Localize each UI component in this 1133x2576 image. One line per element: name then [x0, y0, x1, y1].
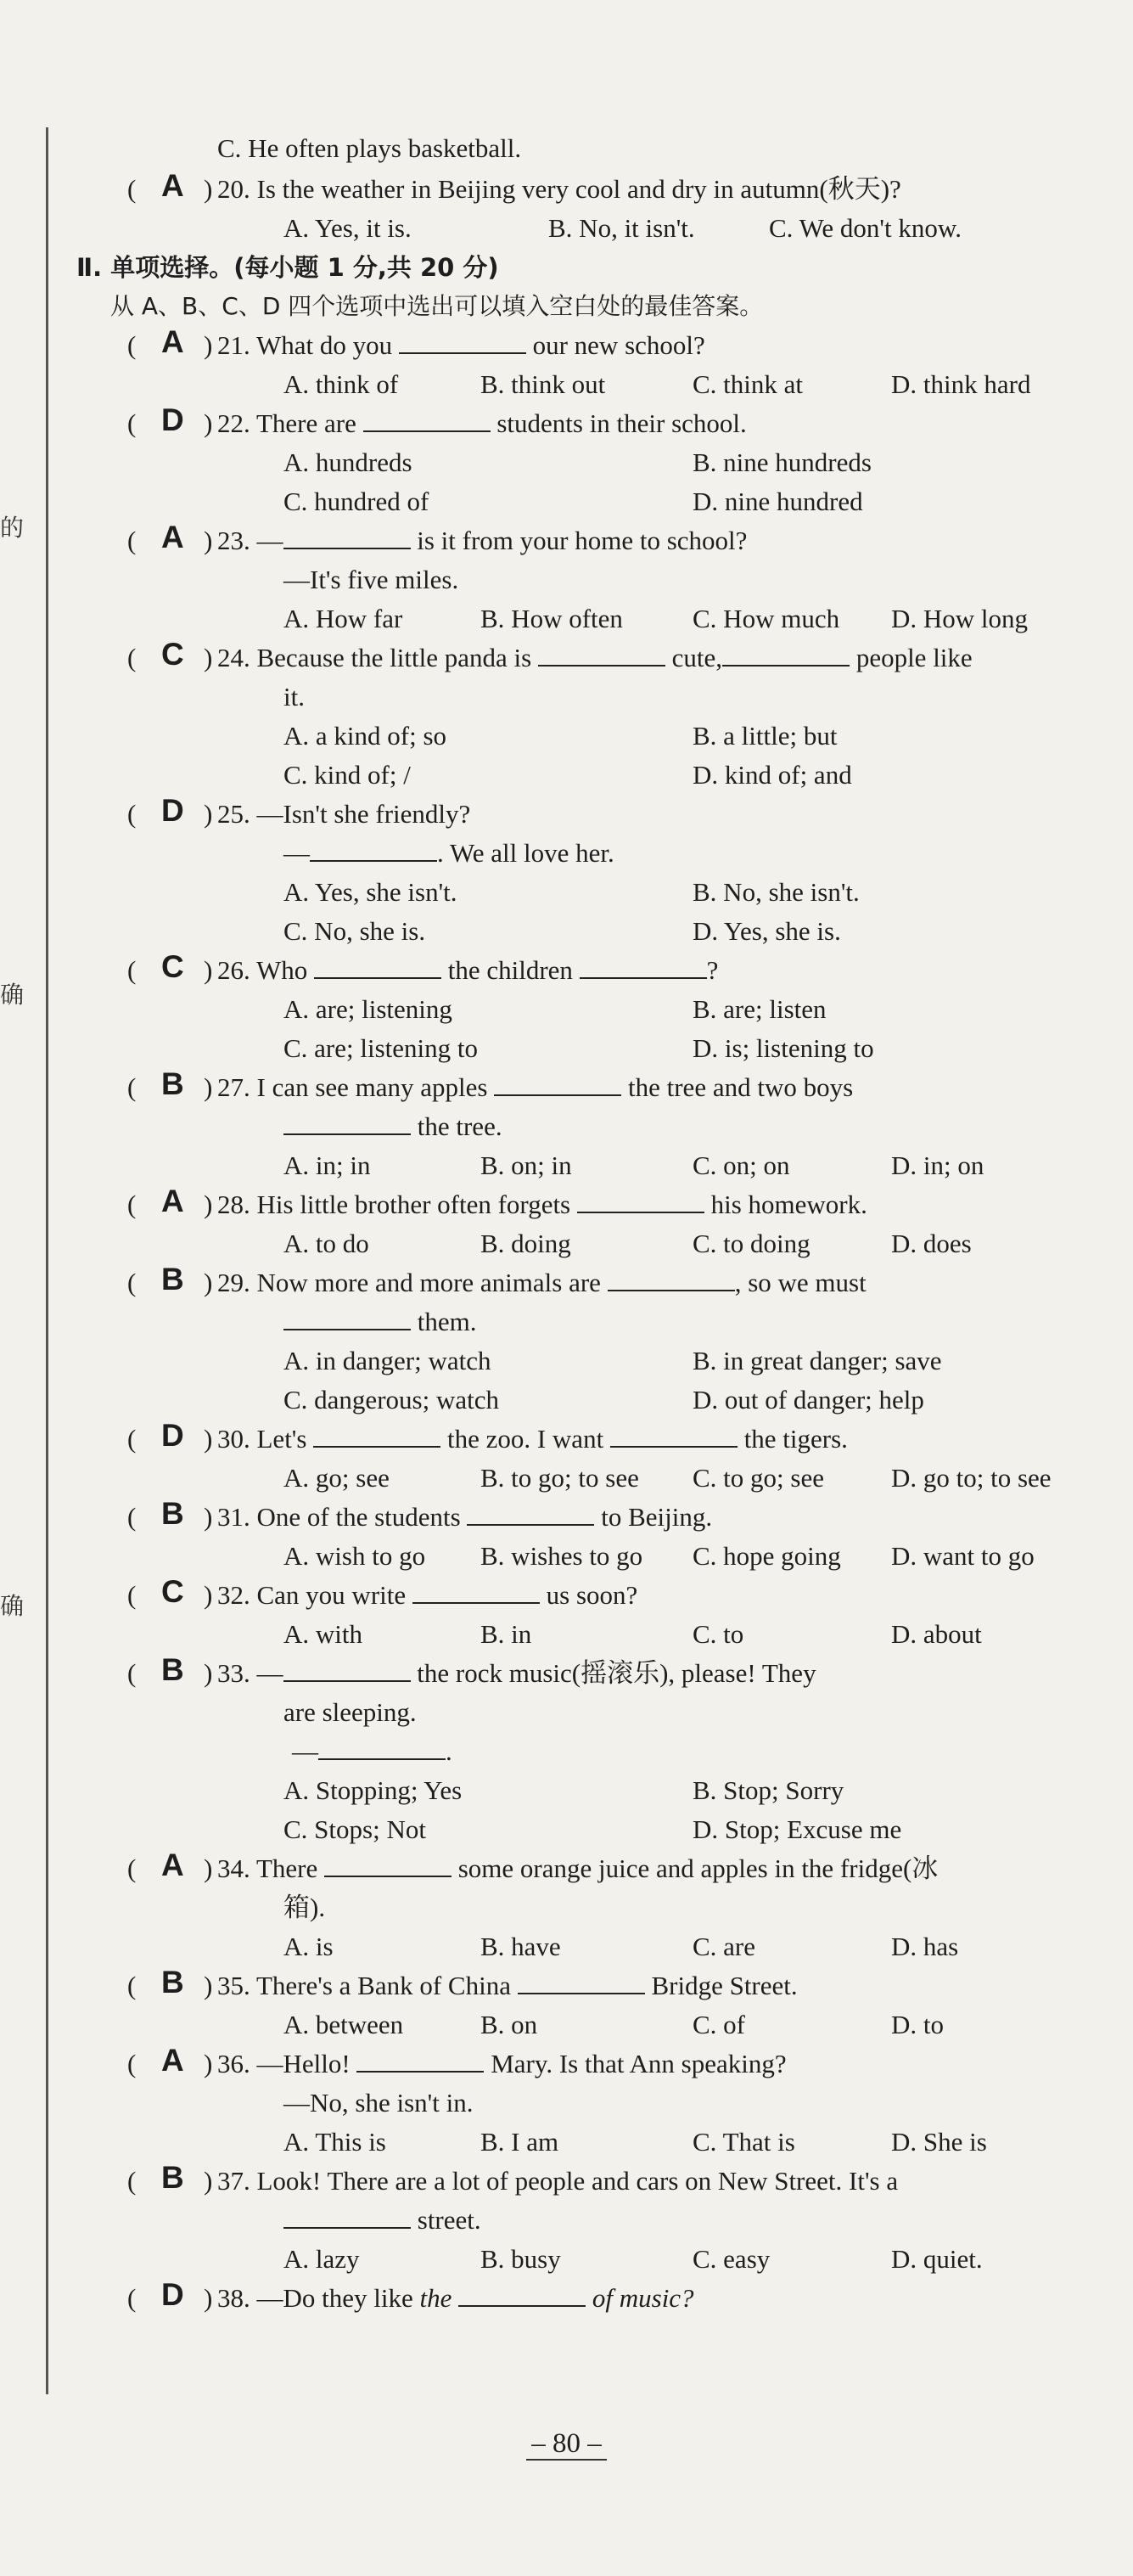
question-number: 38. [217, 2283, 250, 2313]
question-text: the zoo. I want [446, 1424, 604, 1454]
question-text: 箱). [283, 1893, 326, 1922]
question-text: Now more and more animals are [256, 1268, 601, 1297]
option-d: D. kind of; and [693, 760, 852, 790]
option-d: D. out of danger; help [693, 1385, 924, 1415]
worksheet-page [76, 127, 1095, 2318]
question-text: Mary. Is that Ann speaking? [491, 2049, 787, 2078]
page-number-text: – 80 – [526, 2428, 607, 2461]
question-text: —Hello! [256, 2049, 351, 2078]
options-row [76, 1146, 1095, 1185]
question-35: ( B ) 35. There's a Bank of China Bridge Street. [127, 1965, 798, 2000]
answer-blank [310, 836, 437, 862]
option-b: B. a little; but [693, 721, 838, 751]
answer-blank [494, 1071, 621, 1096]
option-c: C. to doing [693, 1229, 810, 1258]
option-b: B. in great danger; save [693, 1346, 942, 1375]
option-c: C. to go; see [693, 1463, 824, 1493]
question-text: , so we must [734, 1268, 867, 1297]
answer-blank [722, 641, 850, 666]
option-d: D. has [891, 1932, 959, 1961]
page-number [0, 2428, 1133, 2460]
question-number: 33. [217, 1658, 250, 1688]
question-text: his homework. [710, 1190, 867, 1219]
option-a: A. with [283, 1619, 362, 1649]
question-text: of music? [592, 2283, 694, 2313]
question-line [76, 678, 1095, 717]
answer-mark: D [161, 793, 184, 828]
answer-mark: A [161, 1184, 184, 1218]
options-row [76, 1537, 1095, 1576]
option-c: C. No, she is. [283, 916, 426, 946]
answer-blank [608, 1266, 735, 1291]
question-number: 21. [217, 330, 250, 360]
option-b: B. Stop; Sorry [693, 1775, 844, 1805]
question-text: ? [706, 955, 719, 985]
question-text: to Beijing. [601, 1502, 713, 1532]
question-text: . We all love her. [437, 838, 614, 868]
answer-blank [324, 1852, 452, 1877]
answer-mark: D [161, 402, 184, 437]
question-number: 32. [217, 1580, 250, 1610]
options-row [76, 1381, 1095, 1420]
answer-mark: C [161, 949, 184, 984]
option-d: D. Yes, she is. [693, 916, 841, 946]
option-c: C. hundred of [283, 487, 429, 516]
answer-blank [610, 1422, 738, 1448]
question-number: 30. [217, 1424, 250, 1454]
answer-blank [363, 407, 491, 432]
option-a: A. How far [283, 604, 403, 633]
section-instruction: 从 A、B、C、D 四个选项中选出可以填入空白处的最佳答案。 [110, 292, 764, 320]
question-text: the [419, 2283, 452, 2313]
question-24: ( C ) 24. Because the little panda is cute, people like [127, 637, 973, 672]
option-c: C. to [693, 1619, 744, 1649]
margin-char: 确 [0, 1594, 25, 1620]
option-b: B. No, she isn't. [693, 877, 860, 907]
answer-blank [399, 329, 526, 354]
option-d: D. about [891, 1619, 982, 1649]
question-text: cute, [671, 643, 723, 672]
question-text: the tree and two boys [628, 1072, 854, 1102]
option-line [76, 127, 1095, 170]
option-a: A. Yes, it is. [283, 213, 412, 243]
option-b: B. on [480, 2010, 538, 2039]
question-number: 26. [217, 955, 250, 985]
answer-mark: C [161, 637, 184, 672]
answer-mark: A [161, 1848, 184, 1882]
question-number: 28. [217, 1190, 250, 1219]
question-30: ( D ) 30. Let's the zoo. I want the tigers. [127, 1418, 848, 1454]
answer-blank [318, 1735, 446, 1760]
options-row [76, 717, 1095, 756]
question-text: it. [283, 682, 305, 711]
question-text: There [255, 1853, 318, 1883]
question-text: — [256, 526, 283, 555]
options-row [76, 1927, 1095, 1966]
question-22: ( D ) 22. There are students in their school. [127, 402, 747, 438]
question-number: 27. [217, 1072, 250, 1102]
option-a: A. is [283, 1932, 334, 1961]
answer-blank [313, 1422, 440, 1448]
option-a: A. Yes, she isn't. [283, 877, 457, 907]
option-d: D. How long [891, 604, 1029, 633]
options-row [76, 912, 1095, 951]
question-37: ( B ) 37. Look! There are a lot of people and cars on New Street. It's a [127, 2160, 899, 2196]
option-b: B. on; in [480, 1150, 572, 1180]
question-line [76, 1732, 1095, 1771]
question-text: street. [417, 2205, 481, 2235]
option-c: C. Stops; Not [283, 1814, 426, 1844]
question-text: There's a Bank of China [255, 1971, 511, 2000]
question-29: ( B ) 29. Now more and more animals are , so we must [127, 1262, 867, 1297]
question-text: the tigers. [743, 1424, 848, 1454]
question-text: our new school? [532, 330, 705, 360]
option-d: D. want to go [891, 1541, 1035, 1571]
question-line [76, 560, 1095, 599]
question-number: 31. [217, 1502, 250, 1532]
option-d: D. quiet. [891, 2244, 983, 2274]
option-a: A. in danger; watch [283, 1346, 491, 1375]
options-row [76, 1029, 1095, 1068]
question-number: 23. [217, 526, 250, 555]
option-d: D. go to; to see [891, 1463, 1052, 1493]
option-d: D. does [891, 1229, 972, 1258]
option-d: D. to [891, 2010, 944, 2039]
options-row [76, 1224, 1095, 1263]
answer-mark: D [161, 1418, 184, 1453]
question-text: us soon? [546, 1580, 638, 1610]
margin-char: 确 [0, 982, 25, 1009]
option-c: C. are [693, 1932, 756, 1961]
answer-mark: A [161, 520, 184, 554]
option-c: C. easy [693, 2244, 771, 2274]
options-row [76, 990, 1095, 1029]
answer-blank [580, 953, 707, 979]
option-c: C. on; on [693, 1150, 790, 1180]
option-a: A. in; in [283, 1150, 371, 1180]
options-row [76, 209, 1095, 248]
question-text: the children [447, 955, 573, 985]
question-number: 35. [217, 1971, 250, 2000]
question-text: There are [255, 408, 356, 438]
option-a: A. to do [283, 1229, 369, 1258]
options-row [76, 365, 1095, 404]
answer-blank [283, 524, 411, 549]
question-number: 34. [217, 1853, 250, 1883]
answer-mark: B [161, 1262, 184, 1296]
options-row [76, 599, 1095, 638]
option-text: C. He often plays basketball. [217, 133, 522, 163]
options-row [76, 2240, 1095, 2279]
option-a: A. think of [283, 369, 399, 399]
options-row [76, 1810, 1095, 1849]
margin-rule [46, 127, 48, 2394]
answer-mark: B [161, 2160, 184, 2195]
question-text: the rock music(摇滚乐), please! They [417, 1658, 816, 1688]
options-row [76, 443, 1095, 482]
option-b: B. How often [480, 604, 623, 633]
answer-blank [412, 1578, 540, 1604]
question-text: — [292, 1736, 318, 1766]
question-27: ( B ) 27. I can see many apples the tree and two boys [127, 1066, 854, 1102]
answer-mark: D [161, 2277, 184, 2312]
question-text: . [446, 1736, 452, 1766]
answer-blank [518, 1969, 645, 1994]
option-d: D. in; on [891, 1150, 984, 1180]
question-text: people like [855, 643, 973, 672]
question-text: Look! There are a lot of people and cars on New Street. It's a [256, 2166, 899, 2196]
answer-mark: B [161, 1652, 184, 1687]
margin-char: 的 [0, 515, 25, 542]
option-b: B. wishes to go [480, 1541, 643, 1571]
answer-blank [538, 641, 665, 666]
option-a: A. wish to go [283, 1541, 426, 1571]
question-line [76, 2201, 1095, 2240]
option-a: A. between [283, 2010, 404, 2039]
option-b: B. have [480, 1932, 561, 1961]
question-26: ( C ) 26. Who the children ? [127, 949, 719, 985]
options-row [76, 2123, 1095, 2162]
question-number: 20. [217, 174, 250, 204]
answer-mark: A [161, 2043, 184, 2078]
answer-blank [577, 1188, 704, 1213]
option-a: A. a kind of; so [283, 721, 447, 751]
option-a: A. hundreds [283, 447, 412, 477]
question-text: Bridge Street. [651, 1971, 798, 2000]
option-b: B. to go; to see [480, 1463, 639, 1493]
option-b: B. I am [480, 2127, 559, 2157]
question-text: them. [417, 1307, 477, 1336]
question-text: His little brother often forgets [256, 1190, 571, 1219]
question-38: ( D ) 38. —Do they like the of music? [127, 2277, 694, 2313]
option-c: C. dangerous; watch [283, 1385, 499, 1415]
question-text: Who [255, 955, 308, 985]
question-text: What do you [255, 330, 393, 360]
answer-mark: B [161, 1496, 184, 1531]
option-b: B. nine hundreds [693, 447, 872, 477]
options-row [76, 482, 1095, 521]
question-number: 37. [217, 2166, 250, 2196]
question-20: ( A ) 20. Is the weather in Beijing very cool and dry in autumn(秋天)? [127, 168, 901, 204]
section-title: Ⅱ. 单项选择。(每小题 1 分,共 20 分) [76, 253, 499, 282]
answer-mark: B [161, 1066, 184, 1101]
answer-blank [458, 2281, 586, 2307]
question-text: are sleeping. [283, 1697, 417, 1727]
question-line [76, 1888, 1095, 1927]
options-row [76, 2005, 1095, 2044]
question-text: —Isn't she friendly? [256, 799, 471, 829]
option-c: C. hope going [693, 1541, 841, 1571]
option-b: B. in [480, 1619, 532, 1649]
question-line [76, 1302, 1095, 1341]
option-b: B. No, it isn't. [548, 213, 695, 243]
question-23: ( A ) 23. — is it from your home to school? [127, 520, 748, 555]
option-b: B. think out [480, 369, 606, 399]
option-a: A. This is [283, 2127, 386, 2157]
option-d: D. is; listening to [693, 1033, 874, 1063]
question-text: is it from your home to school? [417, 526, 748, 555]
question-34: ( A ) 34. There some orange juice and apples in the fridge(冰 [127, 1848, 939, 1883]
question-text: Let's [256, 1424, 307, 1454]
question-text: — [256, 1658, 283, 1688]
answer-blank [356, 2047, 484, 2073]
option-d: D. She is [891, 2127, 987, 2157]
question-text: Is the weather in Beijing very cool and dry in autumn(秋天)? [256, 174, 901, 204]
question-text: Because the little panda is [256, 643, 532, 672]
question-text: the tree. [417, 1111, 502, 1141]
question-text: One of the students [256, 1502, 461, 1532]
question-text: some orange juice and apples in the fridge(冰 [457, 1853, 939, 1883]
question-36: ( A ) 36. —Hello! Mary. Is that Ann speaking? [127, 2043, 787, 2078]
answer-mark: B [161, 1965, 184, 1999]
option-c: C. kind of; / [283, 760, 411, 790]
answer-mark: C [161, 1574, 184, 1609]
question-number: 29. [217, 1268, 250, 1297]
question-number: 22. [217, 408, 250, 438]
question-text: Can you write [256, 1580, 407, 1610]
answer-blank [283, 1305, 411, 1330]
answer-blank [314, 953, 441, 979]
option-c: C. We don't know. [769, 213, 962, 243]
question-33: ( B ) 33. — the rock music(摇滚乐), please! They [127, 1652, 816, 1688]
answer-blank [467, 1500, 594, 1526]
option-c: C. of [693, 2010, 745, 2039]
question-text: —No, she isn't in. [283, 2088, 474, 2118]
option-c: C. That is [693, 2127, 795, 2157]
options-row [76, 1615, 1095, 1654]
question-text: students in their school. [496, 408, 747, 438]
answer-blank [283, 1110, 411, 1135]
option-a: A. are; listening [283, 994, 452, 1024]
option-a: A. Stopping; Yes [283, 1775, 463, 1805]
question-number: 36. [217, 2049, 250, 2078]
options-row [76, 1459, 1095, 1498]
option-b: B. are; listen [693, 994, 827, 1024]
question-21: ( A ) 21. What do you our new school? [127, 324, 705, 360]
option-b: B. busy [480, 2244, 561, 2274]
question-text: —Do they like [256, 2283, 413, 2313]
option-c: C. are; listening to [283, 1033, 479, 1063]
option-c: C. think at [693, 369, 804, 399]
option-d: D. nine hundred [693, 487, 863, 516]
option-d: D. Stop; Excuse me [693, 1814, 902, 1844]
answer-blank [283, 1656, 411, 1682]
question-text: —It's five miles. [283, 565, 459, 594]
answer-mark: A [161, 324, 184, 359]
answer-blank [283, 2203, 411, 2229]
option-a: A. lazy [283, 2244, 360, 2274]
options-row [76, 1771, 1095, 1810]
question-number: 25. [217, 799, 250, 829]
answer-mark: A [161, 168, 184, 203]
option-a: A. go; see [283, 1463, 390, 1493]
question-line [76, 1693, 1095, 1732]
question-32: ( C ) 32. Can you write us soon? [127, 1574, 638, 1610]
option-d: D. think hard [891, 369, 1031, 399]
question-line [76, 1107, 1095, 1146]
question-line [76, 2084, 1095, 2123]
option-b: B. doing [480, 1229, 571, 1258]
question-25: ( D ) 25. —Isn't she friendly? [127, 793, 471, 829]
options-row [76, 756, 1095, 795]
question-line [76, 834, 1095, 873]
option-c: C. How much [693, 604, 840, 633]
question-31: ( B ) 31. One of the students to Beijing. [127, 1496, 713, 1532]
options-row [76, 1341, 1095, 1381]
question-text: — [283, 838, 310, 868]
question-28: ( A ) 28. His little brother often forgets his homework. [127, 1184, 867, 1219]
question-text: I can see many apples [256, 1072, 488, 1102]
options-row [76, 873, 1095, 912]
question-number: 24. [217, 643, 250, 672]
